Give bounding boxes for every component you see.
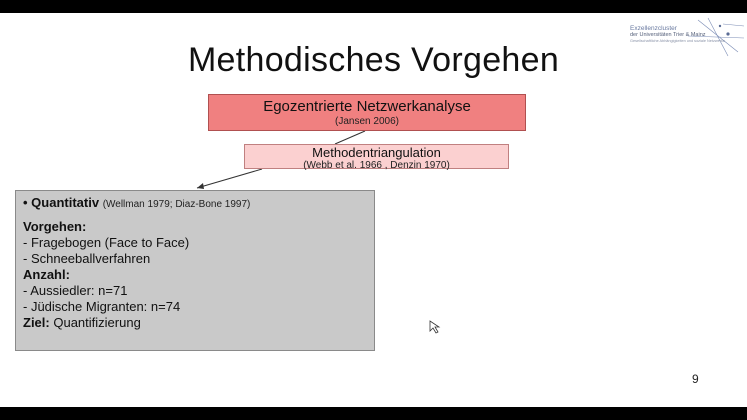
logo-line-1: Exzellenzcluster [630, 25, 677, 32]
anzahl-label: Anzahl: [23, 267, 70, 282]
quant-citation: (Wellman 1979; Diaz-Bone 1997) [102, 199, 251, 210]
anzahl-item: - Jüdische Migranten: n=74 [23, 299, 181, 314]
ego-network-box [208, 94, 526, 131]
ziel-value: Quantifizierung [53, 315, 141, 330]
anzahl-item: - Aussiedler: n=71 [23, 283, 128, 298]
ego-box-citation: (Jansen 2006) [335, 116, 399, 127]
method-box-title: Methodentriangulation [312, 145, 441, 160]
mouse-cursor-icon [429, 320, 441, 334]
quant-heading: • Quantitativ [23, 195, 100, 210]
slide-title: Methodisches Vorgehen [187, 41, 560, 79]
quantitative-box [15, 190, 375, 351]
logo-line-3: Gesellschaftliche Abhängigkeiten und soziale Netzwerke [630, 39, 725, 43]
ziel-label: Ziel: [23, 315, 50, 330]
logo-line-2: der Universitäten Trier & Mainz [630, 32, 706, 38]
presentation-slide [0, 13, 747, 407]
method-triangulation-box [244, 144, 509, 169]
vorgehen-item: - Schneeballverfahren [23, 251, 151, 266]
arrow-head-icon [197, 183, 204, 189]
ziel-row [23, 315, 367, 331]
vorgehen-label: Vorgehen: [23, 219, 87, 234]
vorgehen-item: - Fragebogen (Face to Face) [23, 235, 190, 250]
page-number: 9 [692, 372, 699, 386]
ego-box-title: Egozentrierte Netzwerkanalyse [263, 98, 471, 115]
quant-heading-row [23, 195, 367, 210]
method-box-citation: (Webb et al. 1966 , Denzin 1970) [303, 160, 450, 171]
